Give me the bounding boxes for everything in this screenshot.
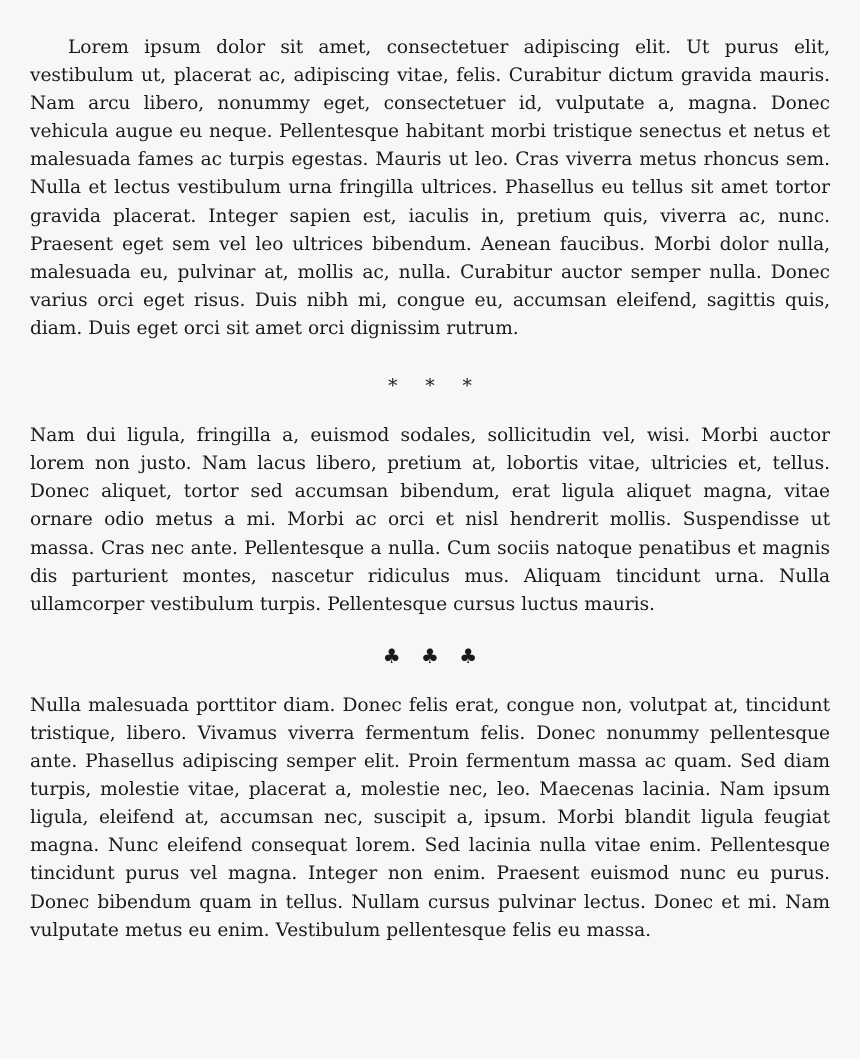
paragraph-3: Nulla malesuada porttitor diam. Donec felis erat, congue non, volutpat at, tincidunt tristique, libero. Vivamus viverra fermentum felis. Donec nonummy pellentesque ante. Phasellus adipiscing semper elit. Proin fermentum massa ac quam. Sed diam turpis, molestie vitae, placerat a, molestie nec, leo. Maecenas lacinia. Nam ipsum ligula, eleifend at, accumsan nec, suscipit a, ipsum. Morbi blandit ligula feugiat magna. Nunc eleifend consequat lorem. Sed lacinia nulla vitae enim. Pellentesque tincidunt purus vel magna. Integer non enim. Praesent euismod nunc eu purus. Donec bibendum quam in tellus. Nullam cursus pulvinar lectus. Donec et mi. Nam vulputate metus eu enim. Vestibulum pellentesque felis eu massa. [30,694,830,941]
paragraph-2: Nam dui ligula, fringilla a, euismod sodales, sollicitudin vel, wisi. Morbi auctor lorem non justo. Nam lacus libero, pretium at, lobortis vitae, ultricies et, tellus. Donec aliquet, tortor sed accumsan bibendum, erat ligula aliquet magna, vitae ornare odio metus a mi. Morbi ac orci et nisl hendrerit mollis. Suspendisse ut massa. Cras nec ante. Pellentesque a nulla. Cum sociis natoque penatibus et magnis dis parturient montes, nascetur ridiculus mus. Aliquam tincidunt urna. Nulla ullamcorper vestibulum turpis. Pellentesque cursus luctus mauris. [30,425,830,615]
section-separator-asterisks: * * * [388,376,483,398]
paragraph-1: Lorem ipsum dolor sit amet, consectetuer adipiscing elit. Ut purus elit, vestibulum ut, placerat ac, adipiscing vitae, felis. Curabitur dictum gravida mauris. Nam arcu libero, nonummy eget, consectetuer id, vulputate a, magna. Donec vehicula augue eu neque. Pellentesque habitant morbi tristique senectus et netus et malesuada fames ac turpis egestas. Mauris ut leo. Cras viverra metus rhoncus sem. Nulla et lectus vestibulum urna fringilla ultrices. Phasellus eu tellus sit amet tortor gravida placerat. Integer sapien est, iaculis in, pretium quis, viverra ac, nunc. Praesent eget sem vel leo ultrices bibendum. Aenean faucibus. Morbi dolor nulla, malesuada eu, pulvinar at, mollis ac, nulla. Curabitur auctor semper nulla. Donec varius orci eget risus. Duis nibh mi, congue eu, accumsan eleifend, sagittis quis, diam. Duis eget orci sit amet orci dignissim rutrum. [30,37,830,339]
section-separator-clubs: ♣ ♣ ♣ [382,643,485,668]
